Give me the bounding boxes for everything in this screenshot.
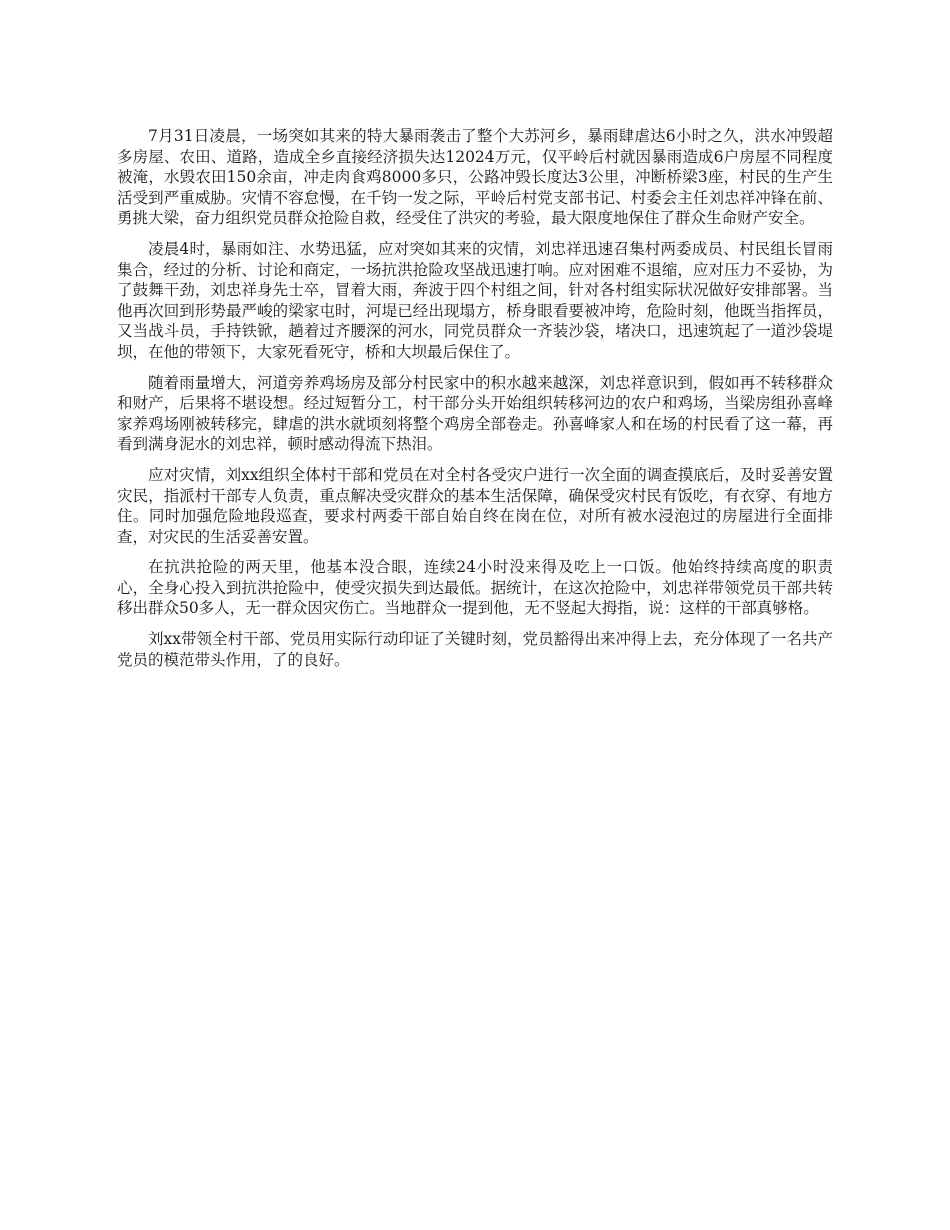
paragraph-2: 凌晨4时，暴雨如注、水势迅猛，应对突如其来的灾情，刘忠祥迅速召集村两委成员、村民组长冒雨集合，经过的分析、讨论和商定，一场抗洪抢险攻坚战迅速打响。应对困难不退缩，应对压力不妥协，为了鼓舞干劲，刘忠祥身先士卒，冒着大雨，奔波于四个村组之间，针对各村组实际状况做好安排部署。当他再次回到形势最严峻的梁家屯时，河堤已经出现塌方，桥身眼看要被冲垮，危险时刻，他既当指挥员，又当战斗员，手持铁锨，趟着过齐腰深的河水，同党员群众一齐装沙袋，堵决口，迅速筑起了一道沙袋堤坝，在他的带领下，大家死看死守，桥和大坝最后保住了。 (117, 239, 833, 361)
document-body (117, 126, 833, 680)
paragraph-4: 应对灾情，刘xx组织全体村干部和党员在对全村各受灾户进行一次全面的调查摸底后，及时妥善安置灾民，指派村干部专人负责，重点解决受灾群众的基本生活保障，确保受灾村民有饭吃，有衣穿、有地方住。同时加强危险地段巡查，要求村两委干部自始自终在岗在位，对所有被水浸泡过的房屋进行全面排查，对灾民的生活妥善安置。 (117, 465, 833, 546)
paragraph-1: 7月31日凌晨，一场突如其来的特大暴雨袭击了整个大苏河乡，暴雨肆虐达6小时之久，洪水冲毁超多房屋、农田、道路，造成全乡直接经济损失达12024万元，仅平岭后村就因暴雨造成6户房屋不同程度被淹，水毁农田150余亩，冲走肉食鸡8000多只，公路冲毁长度达3公里，冲断桥梁3座，村民的生产生活受到严重威胁。灾情不容怠慢，在千钧一发之际，平岭后村党支部书记、村委会主任刘忠祥冲锋在前、勇挑大梁，奋力组织党员群众抢险自救，经受住了洪灾的考验，最大限度地保住了群众生命财产安全。 (117, 127, 833, 228)
paragraph-6: 刘xx带领全村干部、党员用实际行动印证了关键时刻，党员豁得出来冲得上去，充分体现了一名共产党员的模范带头作用，了的良好。 (117, 630, 833, 669)
paragraph-5: 在抗洪抢险的两天里，他基本没合眼，连续24小时没来得及吃上一口饭。他始终持续高度的职责心，全身心投入到抗洪抢险中，使受灾损失到达最低。据统计，在这次抢险中，刘忠祥带领党员干部共转移出群众50多人，无一群众因灾伤亡。当地群众一提到他，无不竖起大拇指，说：这样的干部真够格。 (117, 558, 833, 618)
paragraph-3: 随着雨量增大，河道旁养鸡场房及部分村民家中的积水越来越深，刘忠祥意识到，假如再不转移群众和财产，后果将不堪设想。经过短暂分工，村干部分头开始组织转移河边的农户和鸡场，当梁房组孙喜峰家养鸡场刚被转移完，肆虐的洪水就顷刻将整个鸡房全部卷走。孙喜峰家人和在场的村民看了这一幕，再看到满身泥水的刘忠祥，顿时感动得流下热泪。 (117, 373, 833, 454)
